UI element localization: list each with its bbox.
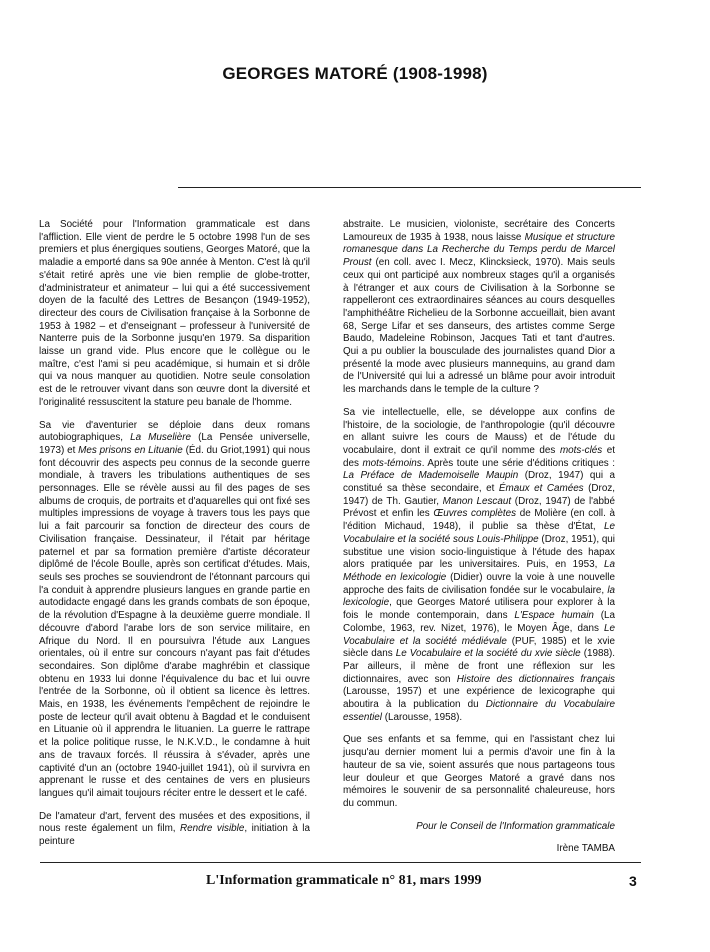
text-run: abstraite. Le musicien, violoniste, secrétaire des Concerts Lamoureux de 1935 à 1938, nous laisse — [343, 219, 615, 243]
signature-name: Irène TAMBA — [556, 843, 615, 855]
italic-title: la lexicologie — [343, 584, 615, 609]
text-run: Sa vie intellectuelle, elle, se développe aux confins de l'histoire, de la sociologie, de l'anthropologie (qu'il découvre en allant suivre les cours de Mauss) et de l'étude du vocabulaire, dont il extrait ce qu'il nomme des — [343, 406, 615, 456]
italic-title: L'Espace humain — [514, 610, 594, 622]
signature-affiliation-text: Pour le Conseil de l'Information grammaticale — [416, 820, 615, 832]
italic-title: La Méthode en lexicologie — [343, 559, 615, 583]
article-title: GEORGES MATORÉ (1908-1998) — [222, 64, 488, 83]
left-column — [39, 219, 310, 859]
text-run: (1988). Par ailleurs, il mène de front une réflexion sur les dictionnaires, avec son — [343, 648, 615, 685]
text-run: (Droz, 1947) qui a constitué sa thèse secondaire, et — [343, 470, 615, 495]
text-run: (Éd. du Griot,1991) qui nous font découvrir des aspects peu connus de la seconde guerre mondiale, à travers les tribulations authentiques de ses personnages. Elle se révèle aussi au fil des pages de ses albums de croquis, de portraits et d'aquarelles qui ont fixé ses multiples impressions de voyage à travers tous les pays que lui a fait parcourir sa fonction de directeur des cours de Civilisation française. Dessinateur, il l'était par héritage paternel et par sa formation première d'artiste décorateur diplômé de l'école Boulle, après son certificat d'études. Mais, seuls ses proches se souviendront de l'étonnant parcours qui l'a conduit à apprendre plusieurs langues en grande partie en autodidacte engagé dans les grands combats de son époque, de la révolution d'Espagne à la deuxième guerre mondiale. Il découvre d'abord l'arabe lors de son service militaire, en Afrique du Nord. Il en poursuivra l'étude aux Langues orientales, où il entre sur concours n'ayant pas fait d'études secondaires. Son diplôme d'arabe maghrébin et classique obtenu en 1933 lui donne l'équivalence du bac et lui ouvre l'entrée de la Sorbonne, où il obtient sa licence ès lettres. Mais, en 1938, les événements l'empêchent de rejoindre le poste de lecteur qu'il avait obtenu à Bagdad et le conduisent en Lituanie où il apprendra le lituanien. La guerre le rattrape et la police politique russe, le N.K.V.D., le condamne à huit ans de travaux forcés. Il réussira à s'évader, après une captivité d'un an (octobre 1940-juillet 1941), où il survivra en apprenant le russe et des centaines de vers en plusieurs langues qu'il aimait toujours réciter entre le dessert et le café. — [39, 444, 311, 799]
paragraph — [39, 811, 310, 849]
text-run: (Droz, 1951), qui substitue une vision socio-linguistique à l'étude des hapax alors pratiquée par les universitaires. Puis, en 1953, — [343, 533, 615, 571]
text-run: (PUF, 1985) et le xvie siècle dans — [343, 635, 615, 660]
text-run: , initiation à la peinture — [39, 823, 310, 848]
text-run: de Molière (en coll. à l'édition Michaud, 1948), il publie sa thèse d'État, — [343, 508, 615, 533]
right-column — [343, 219, 615, 866]
italic-title: Musique et structure romanesque dans La Recherche du Temps perdu de Marcel Proust — [343, 231, 615, 269]
italic-title: Œuvres complètes — [433, 508, 517, 520]
publication-info: L'Information grammaticale n° 81, mars 1999 — [206, 873, 482, 888]
paragraph — [343, 734, 615, 810]
text-run: Que ses enfants et sa femme, qui en l'assistant chez lui jusqu'au dernier moment lui a permis d'avoir une fin à la hauteur de sa vie, soient assurés que nous partageons tous leur douleur et que Georges Matoré a gravé dans nos mémoires le souvenir de sa personnalité chaleureuse, hors du commun. — [343, 734, 615, 809]
text-run: (La Colombe, 1963, rev. Nizet, 1976), le Moyen Âge, dans — [343, 610, 615, 634]
text-run: (en coll. avec I. Mecz, Klincksieck, 1970). Mais seuls ceux qui ont participé aux nombreux stages qu'il a organisés à l'étranger et aux cours de Civilisation à la Sorbonne se rappelleront ces extraordinaires séances au cours desquelles l'amphithéâtre Richelieu de la Sorbonne accueillait, bien avant 68, Serge Lifar et ses danseurs, des artistes comme Serge Baudo, Madeleine Robinson, Jacques Tati et tant d'autres. Qui a pu oublier la bousculade des journalistes quand Dior a présenté la mode avec plusieurs mannequins, au grand dam de l'Université qui lui a adressé un blâme pour avoir introduit les marchands dans le temple de la culture ? — [343, 257, 615, 396]
text-run: De l'amateur d'art, fervent des musées et des expositions, il nous reste également un film, — [39, 810, 310, 835]
italic-title: La Préface de Mademoiselle Maupin — [343, 470, 519, 482]
italic-title: Rendre visible — [180, 823, 245, 835]
text-run: Sa vie d'aventurier se déploie dans deux romans autobiographiques, — [39, 419, 310, 444]
text-run: (Droz, 1947) de l'abbé Prévost et enfin les — [343, 495, 615, 520]
text-run: La Société pour l'Information grammaticale est dans l'affliction. Elle vient de perdre le 5 octobre 1998 l'un de ses premiers et plus énergiques soutiens, Georges Matoré, que la maladie a emporté dans sa 90e année à Menton. C'est là qu'il s'était retiré après une vie bien remplie de globe-trotter, d'administrateur et animateur – lui qui a été successivement doyen de la faculté des Lettres de Besançon (1949-1952), directeur des cours de Civilisation française à la Sorbonne de 1953 à 1982 – et d'enseignant – professeur à l'université de Nanterre puis de la Sorbonne jusqu'en 1979. Sa disparition laisse un grand vide. Plus encore que le collègue ou le maître, c'est l'ami si peu académique, si humain et si drôle qui va nous manquer au quotidien. Notre seule consolation est de le retrouver vivant dans son œuvre dont la diversité et l'originalité ressuscitent la stature peu banale de l'homme. — [39, 219, 310, 408]
italic-title: Le Vocabulaire et la société médiévale — [343, 622, 615, 647]
text-run: , que Georges Matoré utilisera pour explorer à la fois le monde contemporain, dans — [343, 597, 615, 622]
text-run: (Didier) ouvre la voie à une nouvelle approche des faits de civilisation fondée sur le vocabulaire, — [343, 571, 615, 596]
paragraph — [343, 407, 615, 725]
italic-title: Le Vocabulaire et la société du xvie siècle — [395, 648, 581, 660]
footer-divider — [40, 862, 641, 863]
text-run: (Larousse, 1957) et une expérience de lexicographe qui aboutira à la publication du — [343, 686, 615, 711]
text-run: (Larousse, 1958). — [381, 711, 463, 723]
text-run: (Droz, 1947) de Th. Gautier, — [343, 483, 616, 507]
italic-title: Mes prisons en Lituanie — [78, 444, 183, 456]
italic-title: mots-clés — [559, 444, 603, 456]
italic-title: Le Vocabulaire et la société sous Louis-Philippe — [343, 521, 615, 545]
paragraph — [39, 219, 310, 410]
text-run: (La Pensée universelle, 1973) et — [39, 432, 310, 456]
italic-title: Émaux et Camées — [498, 483, 584, 495]
italic-title: Histoire des dictionnaires français — [456, 673, 615, 685]
signature-affiliation — [343, 821, 615, 834]
text-run: et des — [343, 444, 616, 469]
text-run: . Après toute une série d'éditions critiques : — [421, 457, 615, 469]
top-divider — [178, 187, 641, 188]
italic-title: Manon Lescaut — [442, 495, 512, 507]
paragraph — [39, 420, 310, 801]
italic-title: Dictionnaire du Vocabulaire essentiel — [343, 699, 615, 723]
italic-title: La Muselière — [130, 432, 191, 444]
italic-title: mots-témoins — [362, 457, 422, 469]
page-number: 3 — [629, 873, 637, 889]
paragraph — [343, 219, 615, 397]
